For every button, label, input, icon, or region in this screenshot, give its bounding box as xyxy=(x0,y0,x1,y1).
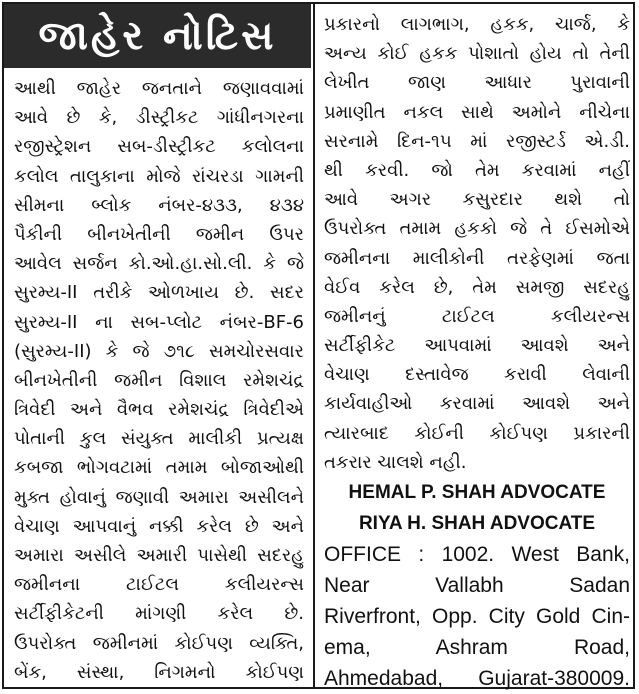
right-column xyxy=(324,10,630,694)
body-line: ત્રિવેદી અને વૈભવ રમેશચંદ્ર ત્રિવેદીએ xyxy=(14,399,304,421)
body-line: આવેલ સર્જન કો.ઓ.હા.સો.લી. કે જે xyxy=(14,253,304,275)
office-address-line: Ahmedabad, Gujarat-380009. xyxy=(324,667,630,690)
advocate-name: HEMAL P. SHAH ADVOCATE xyxy=(348,482,606,503)
public-notice xyxy=(2,2,635,689)
body-line: આવે અગર કસુરદાર થશે તો xyxy=(324,189,630,211)
body-line: આવે છે કે, ડીસ્ટ્રીકટ ગાંધીનગરના xyxy=(14,107,304,129)
body-line: જમીનનું ટાઈટલ કલીયરન્સ xyxy=(324,305,630,327)
body-line: બેંક, સંસ્થા, નિગમનો કોઈપણ xyxy=(14,661,304,683)
office-address-line: OFFICE : 1002. West Bank, xyxy=(324,543,630,566)
body-line: વેઈવ કરેલ છે, તેમ સમજી સદરહુ xyxy=(324,276,630,298)
body-line: વેચાણ આપવાનું નક્કી કરેલ છે અને xyxy=(14,515,304,537)
body-line: પૈકીની બીનખેતીની જમીન ઉપર xyxy=(14,223,304,245)
body-line: સર્ટીફીકેટ આપવામાં આવશે અને xyxy=(324,335,630,357)
office-address-line: Riverfront, Opp. City Gold Cin- xyxy=(324,605,630,628)
body-line: પ્રમાણીત નકલ સાથે અમોને નીચેના xyxy=(324,101,630,123)
notice-header xyxy=(4,4,311,68)
body-line: અન્ય કોઈ હકક પોશાતો હોય તો તેની xyxy=(324,43,630,65)
column-divider xyxy=(313,4,315,687)
office-address-line: Near Vallabh Sadan xyxy=(324,574,630,597)
body-line: ઉપરોક્ત જમીનમાં કોઈપણ વ્યક્તિ, xyxy=(14,632,304,654)
body-line: તકરાર ચાલશે નહી. xyxy=(324,451,467,473)
body-line: રજીસ્ટ્રેશન સબ-ડીસ્ટ્રીકટ કલોલના xyxy=(14,136,304,158)
body-line: જમીનના ટાઈટલ કલીયરન્સ xyxy=(14,574,304,596)
office-address-line: ema, Ashram Road, xyxy=(324,636,630,659)
body-line: ઉપરોક્ત તમામ હકકો જે તે ઈસમોએ xyxy=(324,218,630,240)
body-line: મુક્ત હોવાનું જણાવી અમારા અસીલને xyxy=(14,486,304,508)
body-line: પ્રકારનો લાગભાગ, હકક, ચાર્જ, કે xyxy=(324,14,630,35)
body-line: કલોલ તાલુકાના મોજે રાંચરડા ગામની xyxy=(14,165,304,187)
body-line: થી કરવી. જો તેમ કરવામાં નહીં xyxy=(324,159,630,181)
body-line: આથી જાહેર જનતાને જણાવવામાં xyxy=(14,78,304,99)
body-line: સરનામે દિન-૧૫ માં રજીસ્ટર્ડ એ.ડી. xyxy=(324,130,630,152)
body-line: અમારા અસીલે અમારી પાસેથી સદરહુ xyxy=(14,545,304,566)
body-line: કબજા ભોગવટામાં તમામ બોજાઓથી xyxy=(14,457,304,479)
body-line: જમીનના માલીકોની તરફેણમાં જતા xyxy=(324,247,630,269)
body-line: બીનખેતીની જમીન વિશાલ રમેશચંદ્ર xyxy=(14,369,304,391)
body-line: સીમના બ્લોક નંબર-૪૩૩, ૪૩૪ xyxy=(14,194,304,216)
notice-title: જાહેર નોટિસ xyxy=(38,13,277,59)
left-column xyxy=(14,74,304,687)
body-line: વેચાણ દસ્તાવેજ કરાવી લેવાની xyxy=(324,364,630,386)
body-line: પોતાની કુલ સંયુક્ત માલીકી પ્રત્યક્ષ xyxy=(14,428,304,450)
body-line: સર્ટીફીકેટની માંગણી કરેલ છે. xyxy=(14,603,304,625)
body-line: સુરમ્ય-II ના સબ-પ્લોટ નંબર-BF-6 xyxy=(14,311,304,333)
body-line: કાર્યવાહીઓ કરવામાં આવશે અને xyxy=(324,393,630,415)
body-line: ત્યારબાદ કોઈની કોઈપણ પ્રકારની xyxy=(324,422,630,444)
advocate-name: RIYA H. SHAH ADVOCATE xyxy=(358,513,596,534)
body-line: લેખીત જાણ આધાર પુરાવાની xyxy=(324,72,630,94)
body-line: (સુરમ્ય-II) કે જે ૭૧૮ સમચોરસવાર xyxy=(14,340,304,362)
body-line: સુરમ્ય-II તરીકે ઓળખાય છે. સદર xyxy=(14,282,304,304)
